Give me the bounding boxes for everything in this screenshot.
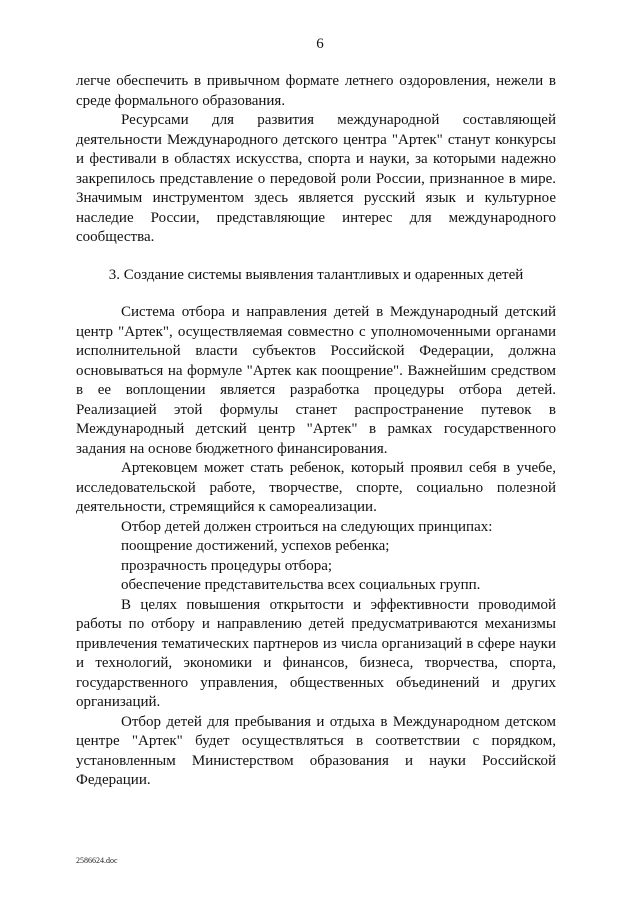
paragraph-resources: Ресурсами для развития международной составляющей деятельности Международного детского центра "Артек" станут конкурсы и фестивали в областях искусства, спорта и науки, за которыми надежно закрепилось представление о передовой роли России, признанное в мире. Значимым инструментом здесь является русский язык и культурное наследие России, представляющие интерес для международного сообщества. bbox=[76, 112, 556, 245]
principle-item-2: прозрачность процедуры отбора; bbox=[121, 557, 333, 574]
page-number: 6 bbox=[316, 36, 324, 52]
principle-item-1: поощрение достижений, успехов ребенка; bbox=[121, 538, 390, 554]
paragraph-selection-system: Система отбора и направления детей в Международный детский центр "Артек", осуществляемая совместно с уполномоченными органами исполнительной власти субъектов Российской Федерации, должна основываться на формуле "Артек как поощрение". Важнейшим средством в ее воплощении является разработка процедуры отбора детей. Реализацией этой формулы станет распространение путевок в Международный детский центр "Артек" в рамках государственного задания на основе бюджетного финансирования. bbox=[76, 304, 556, 457]
document-footer: 2586624.doc bbox=[76, 856, 118, 865]
document-body bbox=[76, 72, 556, 791]
paragraph-artek-child: Артековцем может стать ребенок, который проявил себя в учебе, исследовательской работе, творчестве, спорте, социально полезной деятельности, стремящийся к самореализации. bbox=[76, 460, 556, 515]
paragraph-ministry: Отбор детей для пребывания и отдыха в Международном детском центре "Артек" будет осуществляться в соответствии с порядком, установленным Министерством образования и науки Российской Федерации. bbox=[76, 713, 556, 788]
principle-item-3: обеспечение представительства всех социальных групп. bbox=[121, 577, 481, 593]
section-heading: 3. Создание системы выявления талантливых и одаренных детей bbox=[108, 266, 524, 283]
paragraph-continued: легче обеспечить в привычном формате летнего оздоровления, нежели в среде формального образования. bbox=[76, 73, 556, 109]
paragraph-principles-intro: Отбор детей должен строиться на следующих принципах: bbox=[121, 518, 493, 535]
paragraph-partners: В целях повышения открытости и эффективности проводимой работы по отбору и направлению детей предусматриваются механизмы привлечения тематических партнеров из числа организаций в сфере науки и технологий, экономики и финансов, бизнеса, творчества, спорта, государственного управления, общественных объединений и других организаций. bbox=[76, 596, 556, 710]
